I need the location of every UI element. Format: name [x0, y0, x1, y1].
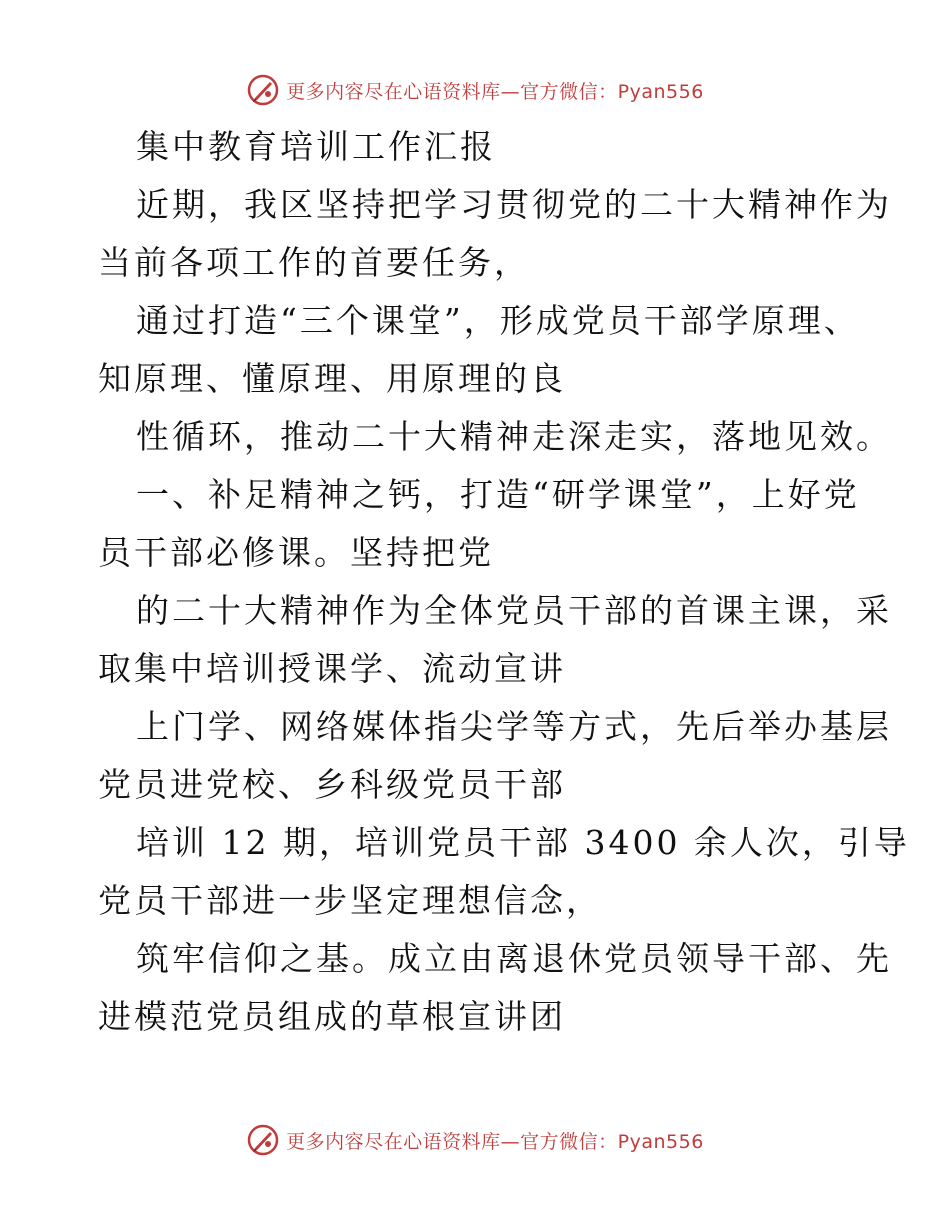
paragraph-line: 上门学、网络媒体指尖学等方式，先后举办基层 [136, 707, 892, 746]
paragraph-line: 通过打造“三个课堂”，形成党员干部学原理、 [136, 301, 860, 340]
paragraph-line: 培训 12 期，培训党员干部 3400 余人次，引导 [136, 823, 910, 862]
paragraph-line: 员干部必修课。坚持把党 [98, 533, 494, 572]
header-banner[interactable] [0, 70, 950, 110]
quill-pen-logo-icon [246, 73, 280, 107]
paragraph-line: 进模范党员组成的草根宣讲团 [98, 997, 566, 1036]
paragraph-line: 筑牢信仰之基。成立由离退休党员领导干部、先 [136, 939, 892, 978]
paragraph-line: 党员进党校、乡科级党员干部 [98, 765, 566, 804]
footer-banner-text: 更多内容尽在心语资料库—官方微信：Pyan556 [286, 1130, 704, 1153]
header-banner-text: 更多内容尽在心语资料库—官方微信：Pyan556 [286, 80, 704, 103]
paragraph-line: 的二十大精神作为全体党员干部的首课主课，采 [136, 591, 892, 630]
paragraph-line: 知原理、懂原理、用原理的良 [98, 359, 566, 398]
paragraph-line: 当前各项工作的首要任务， [98, 243, 530, 282]
paragraph-line: 取集中培训授课学、流动宣讲 [98, 649, 566, 688]
quill-pen-logo-icon [246, 1123, 280, 1157]
document-title: 集中教育培训工作汇报 [136, 127, 496, 166]
section-heading-line: 一、补足精神之钙，打造“研学课堂”，上好党 [136, 475, 860, 514]
footer-banner[interactable] [0, 1120, 950, 1160]
document-body [98, 118, 910, 1046]
paragraph-line: 党员干部进一步坚定理想信念， [98, 881, 602, 920]
paragraph-line: 性循环，推动二十大精神走深走实，落地见效。 [136, 417, 892, 456]
paragraph-line: 近期，我区坚持把学习贯彻党的二十大精神作为 [136, 185, 892, 224]
